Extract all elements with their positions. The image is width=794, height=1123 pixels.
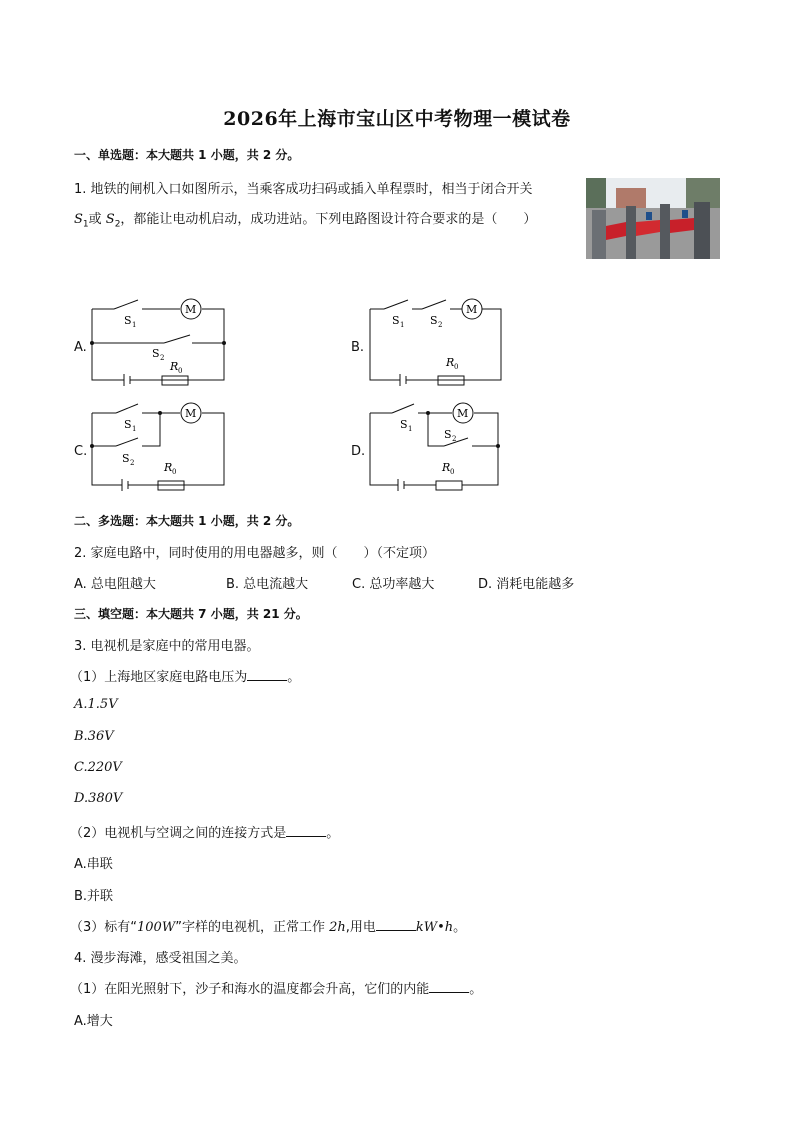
section-heading-single-choice: 一、单选题：本大题共 1 小题，共 2 分。 [74,148,300,162]
text-or: 或 [88,212,106,227]
q2-option-a[interactable]: A. 总电阻越大 [74,577,156,592]
option-a-label: A. [74,340,87,355]
q4-part-1 [70,978,482,997]
option-c-label: C. [74,444,88,459]
circuit-diagram-a [86,294,236,386]
subway-gate-photo [586,178,720,259]
section-heading-multi-choice: 二、多选题：本大题共 1 小题，共 2 分。 [74,514,300,528]
question-1-line-1: 1. 地铁的闸机入口如图所示，当乘客成功扫码或插入单程票时，相当于闭合开关 [74,182,533,197]
q3-part-1-text: （1）上海地区家庭电路电压为 [70,670,248,685]
q4-p1-option-a[interactable]: A.增大 [74,1014,113,1029]
period: 。 [453,920,467,935]
question-2-stem: 2. 家庭电路中，同时使用的用电器越多，则（ ）（不定项） [74,546,436,561]
answer-blank[interactable] [376,918,416,931]
q2-option-c[interactable]: C. 总功率越大 [352,577,435,592]
option-b-label: B. [351,340,365,355]
subscript: 1 [132,425,137,433]
label-s2: S [152,347,160,360]
subscript: 0 [178,367,183,375]
q3-p2-option-b[interactable]: B.并联 [74,889,114,904]
subscript: 1 [400,321,405,329]
option-d-label: D. [351,444,366,459]
answer-blank[interactable] [286,824,326,837]
motor-m: M [457,407,469,420]
period: 。 [326,826,340,841]
motor-m: M [466,303,478,316]
question-3-stem: 3. 电视机是家庭中的常用电器。 [74,639,260,654]
question-4-stem: 4. 漫步海滩，感受祖国之美。 [74,951,247,966]
q3-part-1 [70,666,300,685]
label-s1: S [124,314,132,327]
subscript: 2 [452,435,457,443]
circuit-diagram-c [86,398,236,492]
switch-s2-symbol: S [105,212,115,227]
period: 。 [469,982,483,997]
label-s2: S [430,314,438,327]
page-title: 2026年上海市宝山区中考物理一模试卷 [223,108,571,130]
q3-p1-option-d[interactable]: D.380V [74,791,123,806]
subscript: 2 [114,219,121,230]
subscript: 2 [438,321,443,329]
label-s1: S [400,418,408,431]
q3-p2-option-a[interactable]: A.串联 [74,857,113,872]
subscript: 2 [130,459,135,467]
subscript: 1 [82,219,89,230]
section-heading-fill-blank: 三、填空题：本大题共 7 小题，共 21 分。 [74,607,308,621]
q3-p1-option-b[interactable]: B.36V [74,729,114,744]
energy-unit: kW•h [415,920,454,935]
label-s2: S [444,428,452,441]
switch-s1-symbol: S [74,212,83,227]
q3-part-2 [70,822,339,841]
subscript: 0 [454,363,459,371]
time-value: 2h [329,920,346,935]
label-r0: R [164,461,173,474]
motor-m: M [185,303,197,316]
q3-p1-option-a[interactable]: A.1.5V [74,697,118,712]
label-s2: S [122,452,130,465]
subscript: 2 [160,354,165,362]
question-1-rest: ，都能让电动机启动，成功进站。下列电路图设计符合要求的是（ ） [120,212,537,227]
subscript: 0 [172,468,177,476]
circuit-diagram-d [364,398,509,492]
power-rating: 100W [137,920,176,935]
q3-part-3-text: ”字样的电视机，正常工作 [175,920,330,935]
answer-blank[interactable] [247,668,287,681]
q3-part-2-text: （2）电视机与空调之间的连接方式是 [70,826,287,841]
label-r0: R [170,360,179,373]
circuit-diagram-b [364,294,509,386]
q2-option-b[interactable]: B. 总电流越大 [226,577,309,592]
q3-part-3-text: ,用电 [345,920,376,935]
label-s1: S [392,314,400,327]
question-1-line-2 [74,208,536,230]
subscript: 0 [450,468,455,476]
q3-part-3-text: （3）标有“ [70,920,138,935]
q3-p1-option-c[interactable]: C.220V [74,760,122,775]
label-r0: R [442,461,451,474]
motor-m: M [185,407,197,420]
label-r0: R [446,356,455,369]
subscript: 1 [132,321,137,329]
subscript: 1 [408,425,413,433]
q2-option-d[interactable]: D. 消耗电能越多 [478,577,575,592]
answer-blank[interactable] [429,980,469,993]
q4-part-1-text: （1）在阳光照射下，沙子和海水的温度都会升高，它们的内能 [70,982,430,997]
label-s1: S [124,418,132,431]
q3-part-3 [70,916,466,935]
period: 。 [287,670,301,685]
